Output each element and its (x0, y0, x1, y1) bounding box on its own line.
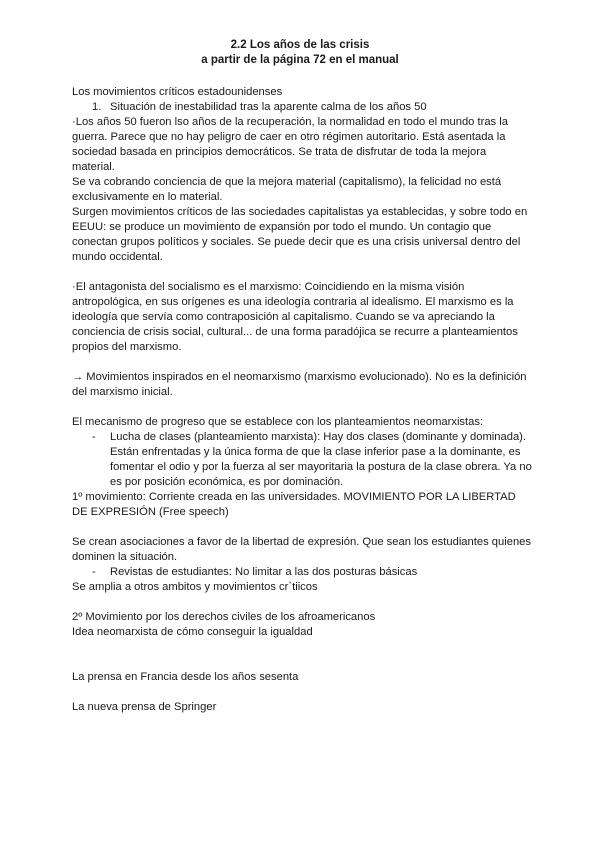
text-line: Lucha de clases (planteamiento marxista): Hay dos clases (dominante y dominada). (110, 431, 527, 443)
text-line: Se crean asociaciones a favor de la libertad de expresión. Que sean los estudiantes quienes (72, 536, 531, 548)
section-heading-springer: La nueva prensa de Springer (72, 701, 217, 713)
text-line: EEUU: se produce un movimiento de expansión por todo el mundo. Un contagio que (72, 221, 492, 233)
text-line: Surgen movimientos críticos de las sociedades capitalistas ya establecidas, y sobre todo en (72, 206, 528, 218)
section-heading-francia: La prensa en Francia desde los años sesenta (72, 671, 299, 683)
paragraph-4 (72, 280, 532, 355)
title-line-2: a partir de la página 72 en el manual (201, 54, 399, 66)
text-line: conectan grupos políticos y sociales. Se puede decir que es una crisis universal dentro del (72, 236, 521, 248)
dash-list-item (72, 565, 532, 580)
paragraph-7 (72, 535, 532, 565)
text-line: ·Los años 50 fueron lso años de la recuperación, la normalidad en todo el mundo tras la (72, 116, 508, 128)
text-line: → Movimientos inspirados en el neomarxismo (marxismo evolucionado). No es la definición (72, 371, 527, 383)
text-line: Idea neomarxista de cómo conseguir la igualdad (72, 626, 313, 638)
numbered-list-item (72, 100, 532, 115)
text-line: del marxismo inicial. (72, 386, 173, 398)
text-line: DE EXPRESIÓN (Free speech) (72, 506, 229, 518)
paragraph-3 (72, 205, 532, 265)
text-line: es por posición económica, es por dominación. (110, 476, 344, 488)
text-line: conciencia de crisis social, cultural... de una forma paradójica se recurre a planteamientos (72, 326, 518, 338)
list-item-text: Revistas de estudiantes: No limitar a las dos posturas básicas (110, 566, 418, 578)
text-line: guerra. Parece que no hay peligro de caer en otro régimen autoritario. Está asentada la (72, 131, 506, 143)
paragraph-5 (72, 370, 532, 400)
dash-marker: - (92, 566, 96, 578)
text-line: ideología que servía como contraposición al capitalismo. Cuando se va apreciando la (72, 311, 495, 323)
paragraph-8: Se amplia a otros ambitos y movimientos cr`tiicos (72, 581, 318, 593)
movimiento-2 (72, 610, 532, 640)
text-line: propios del marxismo. (72, 341, 182, 353)
text-line: sociedad basada en principios democráticos. Se trata de disfrutar de toda la mejora (72, 146, 487, 158)
text-line: Están enfrentadas y la única forma de que la clase inferior pase a la dominante, es (110, 446, 521, 458)
paragraph-6: El mecanismo de progreso que se establece con los planteamientos neomarxistas: (72, 416, 484, 428)
heading-movimientos: Los movimientos críticos estadounidenses (72, 86, 283, 98)
movimiento-1 (72, 490, 532, 520)
text-line: ·El antagonista del socialismo es el marxismo: Coincidiendo en la misma visión (72, 281, 465, 293)
list-number: 1. (92, 101, 102, 113)
list-item-text: Situación de inestabilidad tras la aparente calma de los años 50 (110, 101, 427, 113)
document-title (0, 38, 600, 68)
text-line: dominen la situación. (72, 551, 178, 563)
paragraph-2 (72, 175, 532, 205)
text-line: 2º Movimiento por los derechos civiles de los afroamericanos (72, 611, 376, 623)
dash-list-item (72, 430, 532, 490)
text-line: mundo occidental. (72, 251, 163, 263)
text-line: Se va cobrando conciencia de que la mejora material (capitalismo), la felicidad no está (72, 176, 502, 188)
text-line: material. (72, 161, 115, 173)
dash-marker: - (92, 431, 96, 443)
text-line: antropológica, en sus orígenes es una ideología contraria al idealismo. El marxismo es la (72, 296, 514, 308)
paragraph-1 (72, 115, 532, 175)
text-line: fomentar el odio y por la fuerza al ser mayoritaria la postura de la clase obrera. Ya no (110, 461, 532, 473)
text-line: 1º movimiento: Corriente creada en las universidades. MOVIMIENTO POR LA LIBERTAD (72, 491, 516, 503)
title-line-1: 2.2 Los años de las crisis (230, 39, 370, 51)
document-body (72, 85, 532, 715)
text-line: exclusivamente en lo material. (72, 191, 223, 203)
